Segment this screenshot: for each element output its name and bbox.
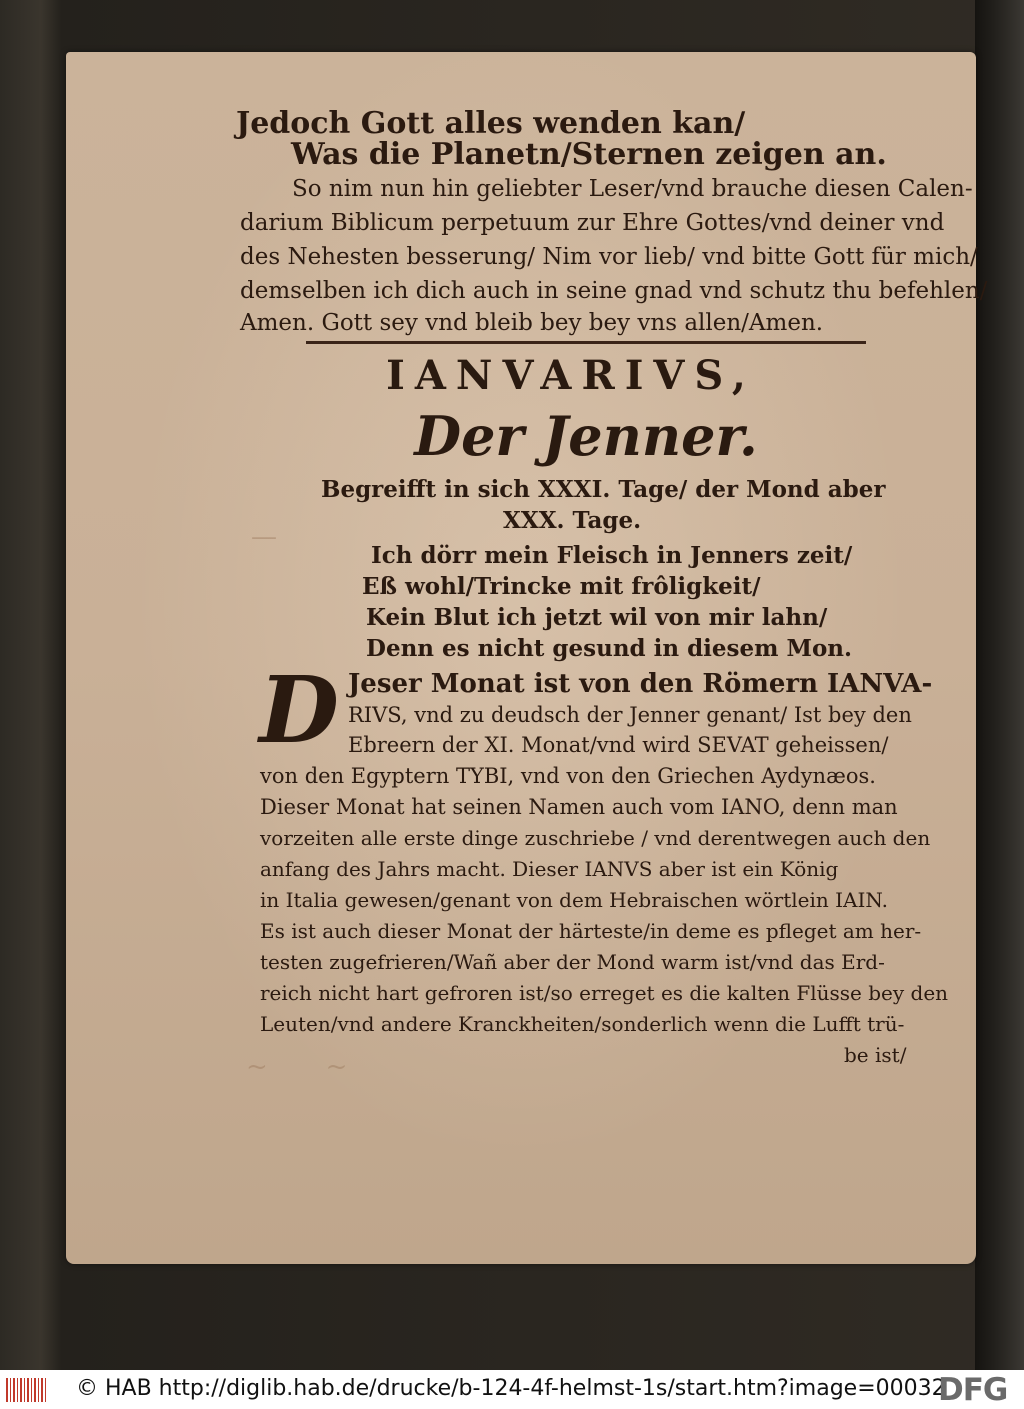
body-line-13: be ist/: [844, 1043, 907, 1067]
body-line-9: Es ist auch dieser Monat der härteste/in deme es pfleget am her-: [260, 919, 922, 943]
dfg-logo: DFG: [938, 1372, 1008, 1408]
body-line-3: Ebreern der XI. Monat/vnd wird SEVAT geheissen/: [348, 733, 889, 757]
title-latin: IANVARIVS,: [386, 352, 756, 399]
body-line-4: von den Egyptern TYBI, vnd von den Griechen Aydynæos.: [260, 764, 876, 788]
intro-line-4: darium Biblicum perpetuum zur Ehre Gottes/vnd deiner vnd: [240, 210, 945, 236]
intro-line-5: des Nehesten besserung/ Nim vor lieb/ vnd bitte Gott für mich/: [240, 244, 978, 270]
body-line-6: vorzeiten alle erste dinge zuschriebe / vnd derentwegen auch den: [260, 826, 931, 850]
decorated-initial: D: [259, 656, 339, 764]
intro-line-2: Was die Planetn/Sternen zeigen an.: [291, 137, 887, 172]
body-line-5: Dieser Monat hat seinen Namen auch vom IANO, denn man: [260, 795, 898, 819]
footer-bar: [0, 1370, 1024, 1409]
title-german: Der Jenner.: [414, 404, 758, 468]
adjacent-page-edge: [975, 0, 1024, 1370]
verse-line-3: Kein Blut ich jetzt wil von mir lahn/: [366, 604, 828, 631]
intro-line-7: Amen. Gott sey vnd bleib bey bey vns allen/Amen.: [240, 310, 824, 336]
body-line-12: Leuten/vnd andere Kranckheiten/sonderlich wenn die Lufft trü-: [260, 1012, 905, 1036]
show-through-mark: ~ ~: [246, 1052, 348, 1082]
body-line-7: anfang des Jahrs macht. Dieser IANVS aber ist ein König: [260, 857, 839, 881]
subtitle-line-2: XXX. Tage.: [503, 507, 642, 534]
body-line-1: Jeser Monat ist von den Römern IANVA-: [348, 669, 933, 699]
barcode-icon: [6, 1378, 46, 1402]
body-line-11: reich nicht hart gefroren ist/so erreget es die kalten Flüsse bey den: [260, 981, 949, 1005]
body-line-2: RIVS, vnd zu deudsch der Jenner genant/ Ist bey den: [348, 703, 912, 727]
intro-line-6: demselben ich dich auch in seine gnad vnd schutz thu befehlen/: [240, 278, 988, 304]
document-page: [66, 52, 988, 1264]
verse-line-4: Denn es nicht gesund in diesem Mon.: [366, 635, 853, 662]
body-line-10: testen zugefrieren/Wañ aber der Mond warm ist/vnd das Erd-: [260, 950, 885, 974]
copyright-url[interactable]: © HAB http://diglib.hab.de/drucke/b-124-4f-helmst-1s/start.htm?image=00032: [76, 1376, 946, 1401]
subtitle-line-1: Begreifft in sich XXXI. Tage/ der Mond aber: [321, 476, 886, 503]
verse-line-1: Ich dörr mein Fleisch in Jenners zeit/: [371, 542, 853, 569]
body-line-8: in Italia gewesen/genant von dem Hebraischen wörtlein IAIN.: [260, 888, 888, 912]
verse-line-2: Eß wohl/Trincke mit frôligkeit/: [362, 573, 761, 600]
show-through-mark: —: [251, 522, 277, 552]
intro-line-1: Jedoch Gott alles wenden kan/: [236, 106, 746, 141]
horizontal-rule: [306, 341, 866, 344]
intro-line-3: So nim nun hin geliebter Leser/vnd brauche diesen Calen-: [292, 176, 973, 202]
